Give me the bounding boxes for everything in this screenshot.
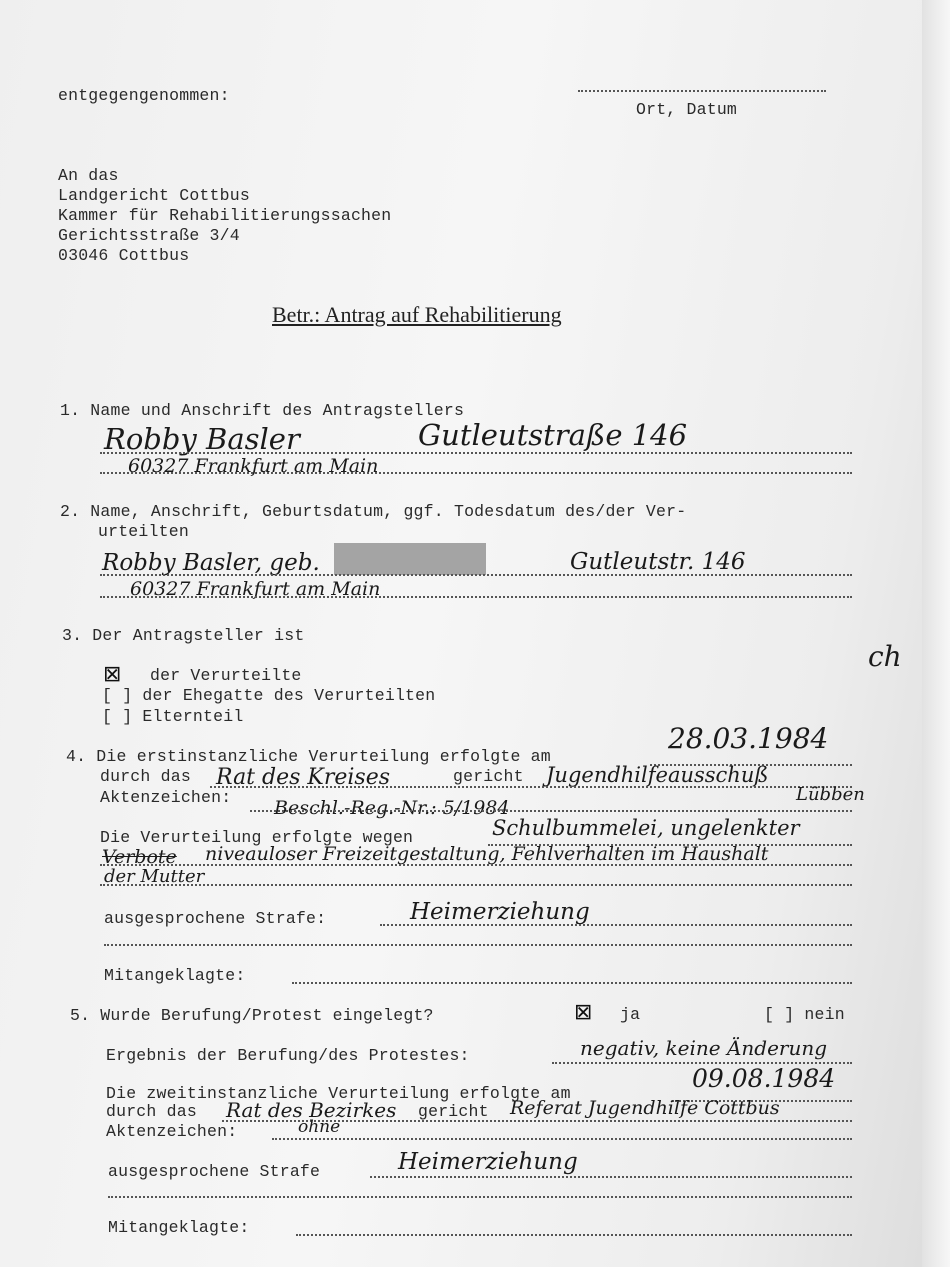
option-convicted: der Verurteilte <box>150 666 302 685</box>
first-court-name-handwritten: Jugendhilfeausschuß <box>546 763 769 787</box>
address-line-2: Landgericht Cottbus <box>58 186 250 205</box>
first-date-handwritten: 28.03.1984 <box>668 722 829 755</box>
section5-label-second-2: durch das <box>106 1102 197 1121</box>
place-date-label: Ort, Datum <box>636 100 738 119</box>
reason-line-2-handwritten: niveauloser Freizeitgestaltung, Fehlverhalten im Haushalt <box>205 843 769 865</box>
first-court-handwritten: Rat des Kreises <box>216 765 391 790</box>
first-penalty-handwritten: Heimerziehung <box>410 899 590 925</box>
section4-label-1: 4. Die erstinstanzliche Verurteilung erfolgte am <box>66 747 551 766</box>
convicted-city-handwritten: 60327 Frankfurt am Main <box>130 578 381 600</box>
appeal-no-option: [ ] nein <box>764 1005 845 1024</box>
first-case-number-handwritten: Beschl.-Reg.-Nr.: 5/1984 <box>274 797 510 819</box>
section4-label-4: Die Verurteilung erfolgte wegen <box>100 828 414 847</box>
appeal-result-handwritten: negativ, keine Änderung <box>580 1036 828 1060</box>
address-line-4: Gerichtsstraße 3/4 <box>58 226 240 245</box>
page-edge-shadow <box>922 0 950 1267</box>
reason-struck-word-handwritten: Verbote <box>102 846 177 868</box>
reason-line-3-handwritten: der Mutter <box>104 866 205 887</box>
second-date-handwritten: 09.08.1984 <box>692 1064 836 1093</box>
section1-label: 1. Name und Anschrift des Antragstellers <box>60 401 465 420</box>
second-case-number-dotline <box>272 1138 852 1140</box>
section1-line-2 <box>100 472 852 474</box>
redacted-birthdate <box>334 543 486 575</box>
convicted-name-handwritten: Robby Basler, geb. <box>102 550 320 576</box>
section5-label-second-1: Die zweitinstanzliche Verurteilung erfolgte am <box>106 1084 571 1103</box>
penalty-dotline-2 <box>104 944 852 946</box>
section3-label: 3. Der Antragsteller ist <box>62 626 305 645</box>
second-codefendants-dotline <box>296 1234 852 1236</box>
second-court-name-handwritten: Referat Jugendhilfe Cottbus <box>510 1097 780 1119</box>
appeal-result-label: Ergebnis der Berufung/des Protestes: <box>106 1046 470 1065</box>
address-line-3: Kammer für Rehabilitierungssachen <box>58 206 392 225</box>
applicant-name-handwritten: Robby Basler <box>104 422 300 456</box>
section5-penalty-label: ausgesprochene Strafe <box>108 1162 321 1181</box>
section4-label-2: durch das <box>100 767 191 786</box>
reason-dotline-3 <box>100 884 852 886</box>
case-number-dotline <box>250 810 852 812</box>
form-title: Betr.: Antrag auf Rehabilitierung <box>272 302 562 327</box>
margin-initials-handwritten: ch <box>868 640 902 673</box>
option-parent: [ ] Elternteil <box>102 707 244 726</box>
section4-label-3: Aktenzeichen: <box>100 788 232 807</box>
section1-line-1 <box>100 452 852 454</box>
applicant-city-handwritten: 60327 Frankfurt am Main <box>128 455 379 477</box>
section2-line-1 <box>100 574 852 576</box>
second-penalty-dotline-2 <box>108 1196 852 1198</box>
address-line-1: An das <box>58 166 119 185</box>
section4-gericht-label: gericht <box>453 767 524 786</box>
court-dotline <box>210 786 852 788</box>
second-penalty-dotline-1 <box>370 1176 852 1178</box>
section2-line-2 <box>100 596 852 598</box>
section2-label-2: urteilten <box>98 522 189 541</box>
codefendants-dotline-1 <box>292 982 852 984</box>
second-court-handwritten: Rat des Bezirkes <box>226 1098 397 1122</box>
section5-codefendants-label: Mitangeklagte: <box>108 1218 250 1237</box>
checkbox-convicted-checked-icon: ⊠ <box>103 662 122 687</box>
first-court-city-handwritten: Lübben <box>796 784 865 805</box>
second-case-number-handwritten: ohne <box>298 1117 341 1137</box>
option-spouse: [ ] der Ehegatte des Verurteilten <box>102 686 436 705</box>
address-line-5: 03046 Cottbus <box>58 246 190 265</box>
section5-az-label: Aktenzeichen: <box>106 1122 238 1141</box>
section2-label-1: 2. Name, Anschrift, Geburtsdatum, ggf. Todesdatum des/der Ver- <box>60 502 687 521</box>
section4-codefendants-label: Mitangeklagte: <box>104 966 246 985</box>
section5-gericht-label: gericht <box>418 1102 489 1121</box>
received-label: entgegengenommen: <box>58 86 230 105</box>
section4-penalty-label: ausgesprochene Strafe: <box>104 909 327 928</box>
place-date-dotline <box>578 90 826 92</box>
checkbox-appeal-yes-checked-icon: ⊠ <box>574 1000 593 1025</box>
second-penalty-handwritten: Heimerziehung <box>398 1149 578 1175</box>
applicant-street-handwritten: Gutleutstraße 146 <box>418 418 688 452</box>
reason-line-1-handwritten: Schulbummelei, ungelenkter <box>492 816 800 840</box>
penalty-dotline-1 <box>380 924 852 926</box>
section5-label: 5. Wurde Berufung/Protest eingelegt? <box>70 1006 434 1025</box>
reason-dotline-2 <box>100 864 852 866</box>
appeal-yes-option: ja <box>620 1005 641 1024</box>
convicted-street-handwritten: Gutleutstr. 146 <box>570 549 746 575</box>
